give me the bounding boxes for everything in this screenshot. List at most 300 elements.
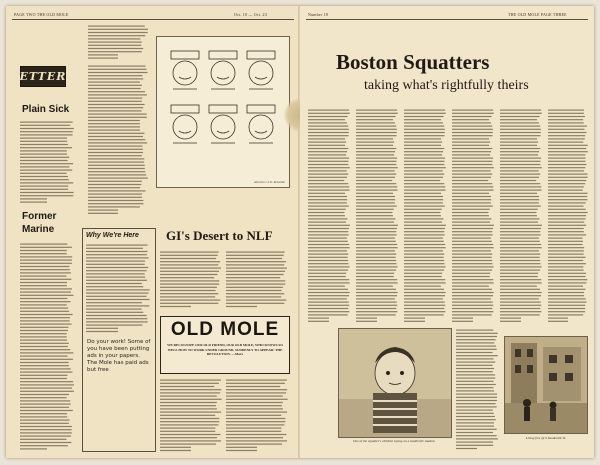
text-line xyxy=(20,314,73,315)
text-line xyxy=(20,359,73,360)
text-line xyxy=(308,302,349,303)
text-line xyxy=(452,148,492,149)
text-line xyxy=(86,251,147,252)
text-line xyxy=(160,437,217,438)
text-line xyxy=(456,419,496,420)
text-line xyxy=(500,190,541,191)
text-line xyxy=(356,164,396,165)
text-line xyxy=(548,260,583,261)
text-line xyxy=(88,29,148,30)
text-line xyxy=(308,292,350,293)
text-line xyxy=(456,406,497,407)
text-line xyxy=(356,161,396,162)
text-line xyxy=(356,250,395,251)
text-line xyxy=(160,450,191,451)
text-line xyxy=(500,257,540,258)
text-line xyxy=(404,282,446,283)
text-lines xyxy=(160,378,222,452)
text-line xyxy=(20,343,69,344)
text-line xyxy=(500,321,521,322)
text-line xyxy=(20,362,69,363)
text-line xyxy=(20,198,47,199)
text-line xyxy=(548,222,584,223)
text-line xyxy=(308,119,345,120)
text-line xyxy=(88,203,143,204)
why-were-here-box xyxy=(82,228,156,452)
text-line xyxy=(404,215,441,216)
text-line xyxy=(86,309,142,310)
text-line xyxy=(452,273,490,274)
text-line xyxy=(452,126,492,127)
text-line xyxy=(452,193,489,194)
text-line xyxy=(226,386,280,387)
text-line xyxy=(356,257,396,258)
text-line xyxy=(500,154,538,155)
text-line xyxy=(500,302,541,303)
text-line xyxy=(88,58,118,59)
text-line xyxy=(356,215,393,216)
text-line xyxy=(500,167,542,168)
text-line xyxy=(20,192,74,193)
text-line xyxy=(452,305,493,306)
text-line xyxy=(20,272,71,273)
text-line xyxy=(452,286,489,287)
text-line xyxy=(20,250,67,251)
text-line xyxy=(456,429,497,430)
text-line xyxy=(452,180,488,181)
text-line xyxy=(88,200,143,201)
text-line xyxy=(88,26,145,27)
text-line xyxy=(20,336,67,337)
letter-body-2 xyxy=(20,242,74,452)
text-line xyxy=(88,85,142,86)
text-line xyxy=(86,305,149,306)
text-line xyxy=(456,355,498,356)
text-line xyxy=(20,384,74,385)
text-line xyxy=(456,413,494,414)
handwritten-note: Do your work! Some of you have been putting ads in your papers. The Mole has paid ads but free xyxy=(87,339,151,373)
text-lines xyxy=(456,328,498,452)
gis-body-2 xyxy=(226,250,288,310)
text-line xyxy=(308,193,345,194)
text-line xyxy=(226,268,287,269)
text-line xyxy=(356,263,396,264)
text-line xyxy=(404,186,445,187)
text-line xyxy=(500,263,540,264)
ad-copy-2 xyxy=(226,378,288,452)
text-line xyxy=(500,260,540,261)
letter-heading-former-marine: Former Marine xyxy=(22,211,57,235)
text-line xyxy=(20,410,73,411)
text-line xyxy=(88,42,142,43)
text-line xyxy=(20,298,67,299)
text-line xyxy=(20,173,67,174)
text-line xyxy=(88,152,143,153)
text-line xyxy=(160,415,215,416)
text-line xyxy=(160,271,219,272)
text-line xyxy=(20,429,72,430)
text-line xyxy=(452,183,492,184)
text-line xyxy=(452,161,492,162)
text-lines xyxy=(226,378,288,452)
ad-tagline: WE RECOGNIZE OUR OLD FRIEND, OUR OLD MOLE, WHO KNOWS SO WELL HOW TO WORK UNDER GROUND, SUDDENLY TO APPEAR: THE REVOLUTION. —Marx xyxy=(167,343,283,357)
text-line xyxy=(226,252,285,253)
text-line xyxy=(548,254,584,255)
text-line xyxy=(160,440,221,441)
text-line xyxy=(456,445,493,446)
text-line xyxy=(404,151,443,152)
text-line xyxy=(160,252,219,253)
text-line xyxy=(20,141,67,142)
text-line xyxy=(456,371,493,372)
text-line xyxy=(308,177,347,178)
text-line xyxy=(452,295,493,296)
text-line xyxy=(456,416,495,417)
text-line xyxy=(404,254,444,255)
text-line xyxy=(356,132,397,133)
text-line xyxy=(20,381,73,382)
text-line xyxy=(500,270,540,271)
right-page-number: Number 18 xyxy=(308,12,328,17)
text-line xyxy=(452,321,473,322)
text-line xyxy=(86,280,147,281)
text-line xyxy=(452,257,492,258)
text-line xyxy=(88,123,140,124)
text-line xyxy=(452,282,494,283)
text-line xyxy=(456,381,494,382)
text-line xyxy=(356,311,397,312)
text-line xyxy=(88,174,146,175)
text-line xyxy=(20,122,73,123)
text-line xyxy=(88,181,142,182)
text-line xyxy=(88,78,143,79)
text-line xyxy=(548,174,587,175)
text-line xyxy=(548,151,588,152)
text-line xyxy=(160,434,220,435)
text-line xyxy=(308,218,347,219)
letter-body-continued xyxy=(88,24,148,60)
text-line xyxy=(308,161,348,162)
ad-title: OLD MOLE xyxy=(170,319,280,340)
text-line xyxy=(86,325,142,326)
text-line xyxy=(356,247,398,248)
text-line xyxy=(356,270,396,271)
text-line xyxy=(308,138,345,139)
text-line xyxy=(86,328,118,329)
text-line xyxy=(456,390,494,391)
text-line xyxy=(356,126,396,127)
text-line xyxy=(160,380,221,381)
text-line xyxy=(20,327,68,328)
text-line xyxy=(456,426,494,427)
text-line xyxy=(404,202,443,203)
text-line xyxy=(226,415,281,416)
text-line xyxy=(308,148,348,149)
text-line xyxy=(20,432,72,433)
text-line xyxy=(456,400,497,401)
text-line xyxy=(356,295,397,296)
text-line xyxy=(500,298,539,299)
header-rule xyxy=(306,19,588,20)
text-line xyxy=(308,247,350,248)
text-line xyxy=(548,321,568,322)
text-line xyxy=(86,273,145,274)
text-line xyxy=(20,404,71,405)
text-line xyxy=(500,180,536,181)
text-line xyxy=(20,330,68,331)
text-line xyxy=(86,289,150,290)
text-line xyxy=(456,438,498,439)
text-line xyxy=(500,135,541,136)
text-line xyxy=(88,38,140,39)
text-line xyxy=(452,164,492,165)
text-line xyxy=(356,286,393,287)
text-lines xyxy=(308,108,350,322)
text-line xyxy=(500,132,541,133)
text-line xyxy=(20,269,70,270)
text-line xyxy=(452,241,492,242)
text-line xyxy=(20,144,68,145)
text-line xyxy=(404,209,442,210)
text-line xyxy=(88,72,148,73)
text-line xyxy=(356,122,395,123)
text-line xyxy=(356,289,396,290)
text-line xyxy=(88,171,145,172)
text-line xyxy=(548,132,586,133)
text-line xyxy=(452,186,493,187)
text-line xyxy=(20,416,67,417)
text-line xyxy=(548,183,585,184)
text-line xyxy=(404,295,445,296)
text-line xyxy=(548,282,587,283)
text-line xyxy=(88,51,142,52)
text-line xyxy=(356,206,397,207)
text-line xyxy=(548,206,583,207)
text-line xyxy=(548,212,588,213)
text-line xyxy=(452,225,494,226)
text-line xyxy=(356,212,392,213)
text-line xyxy=(160,428,215,429)
text-line xyxy=(548,113,584,114)
text-line xyxy=(20,256,72,257)
text-line xyxy=(500,292,542,293)
text-line xyxy=(500,225,542,226)
text-line xyxy=(548,302,587,303)
text-line xyxy=(160,255,218,256)
text-line xyxy=(20,247,72,248)
text-line xyxy=(456,384,496,385)
text-line xyxy=(160,300,220,301)
text-line xyxy=(356,142,394,143)
text-line xyxy=(452,119,489,120)
text-line xyxy=(88,35,145,36)
text-line xyxy=(88,190,146,191)
photo-squatter-child xyxy=(338,328,452,438)
text-lines xyxy=(404,108,446,322)
text-line xyxy=(20,292,71,293)
text-line xyxy=(160,431,215,432)
text-line xyxy=(500,279,541,280)
text-line xyxy=(404,289,444,290)
text-line xyxy=(160,392,220,393)
text-line xyxy=(308,154,346,155)
text-line xyxy=(452,145,489,146)
text-line xyxy=(356,305,397,306)
text-line xyxy=(404,129,445,130)
text-line xyxy=(548,263,586,264)
text-line xyxy=(20,166,69,167)
text-line xyxy=(160,306,191,307)
text-line xyxy=(20,436,71,437)
text-line xyxy=(548,238,583,239)
text-line xyxy=(86,264,145,265)
text-line xyxy=(308,276,346,277)
text-line xyxy=(456,422,494,423)
text-line xyxy=(20,391,74,392)
text-line xyxy=(548,135,585,136)
right-page-header: THE OLD MOLE PAGE THREE xyxy=(508,12,567,17)
text-line xyxy=(452,158,493,159)
text-line xyxy=(88,114,147,115)
text-line xyxy=(88,82,140,83)
text-line xyxy=(500,238,539,239)
text-line xyxy=(20,176,68,177)
text-line xyxy=(20,442,71,443)
text-line xyxy=(452,122,491,123)
text-line xyxy=(404,238,443,239)
text-line xyxy=(226,280,285,281)
text-line xyxy=(404,266,446,267)
text-line xyxy=(160,444,216,445)
text-line xyxy=(20,317,70,318)
text-line xyxy=(500,241,540,242)
text-line xyxy=(500,318,521,319)
text-line xyxy=(548,142,583,143)
text-line xyxy=(404,231,444,232)
text-line xyxy=(88,32,148,33)
text-line xyxy=(452,292,494,293)
text-line xyxy=(160,303,218,304)
text-line xyxy=(500,186,541,187)
text-line xyxy=(500,273,538,274)
text-line xyxy=(356,183,396,184)
text-line xyxy=(404,218,443,219)
text-line xyxy=(308,183,348,184)
text-line xyxy=(548,241,583,242)
text-line xyxy=(548,257,586,258)
text-line xyxy=(500,193,537,194)
text-line xyxy=(452,151,491,152)
text-line xyxy=(88,110,142,111)
text-line xyxy=(88,139,145,140)
text-line xyxy=(404,263,444,264)
text-line xyxy=(500,119,537,120)
text-line xyxy=(500,244,541,245)
text-line xyxy=(452,222,490,223)
text-line xyxy=(356,202,395,203)
text-line xyxy=(452,298,491,299)
text-line xyxy=(404,135,445,136)
text-line xyxy=(500,174,540,175)
text-line xyxy=(160,383,219,384)
text-line xyxy=(86,267,148,268)
text-line xyxy=(404,154,442,155)
text-line xyxy=(500,222,538,223)
text-line xyxy=(20,372,72,373)
text-line xyxy=(308,318,329,319)
text-line xyxy=(308,241,348,242)
text-line xyxy=(456,352,493,353)
text-line xyxy=(356,186,397,187)
text-line xyxy=(452,142,490,143)
text-line xyxy=(308,260,348,261)
article-col-7 xyxy=(456,328,498,452)
text-line xyxy=(500,234,541,235)
text-line xyxy=(160,268,221,269)
text-line xyxy=(356,241,396,242)
text-line xyxy=(226,408,283,409)
text-line xyxy=(356,279,397,280)
text-line xyxy=(20,163,73,164)
text-line xyxy=(20,244,67,245)
text-line xyxy=(500,311,541,312)
text-line xyxy=(356,190,397,191)
text-line xyxy=(308,238,347,239)
text-line xyxy=(20,420,70,421)
text-line xyxy=(160,399,222,400)
text-line xyxy=(88,165,145,166)
text-line xyxy=(88,75,143,76)
text-line xyxy=(452,260,492,261)
text-line xyxy=(500,129,541,130)
text-line xyxy=(404,116,444,117)
text-line xyxy=(356,174,396,175)
text-line xyxy=(356,292,398,293)
text-line xyxy=(86,321,148,322)
text-line xyxy=(404,145,441,146)
text-line xyxy=(88,146,142,147)
text-line xyxy=(356,180,392,181)
text-line xyxy=(308,164,348,165)
text-line xyxy=(548,295,584,296)
article-col-5 xyxy=(500,108,542,322)
text-line xyxy=(404,180,440,181)
text-line xyxy=(20,147,72,148)
text-line xyxy=(452,129,493,130)
text-line xyxy=(548,250,584,251)
text-line xyxy=(308,174,348,175)
text-line xyxy=(88,101,142,102)
gis-body-1 xyxy=(160,250,222,310)
text-line xyxy=(452,190,493,191)
text-line xyxy=(356,151,395,152)
text-line xyxy=(160,402,217,403)
text-line xyxy=(20,189,68,190)
text-line xyxy=(226,306,257,307)
text-line xyxy=(404,126,444,127)
text-line xyxy=(452,247,494,248)
text-line xyxy=(456,358,493,359)
text-line xyxy=(404,206,445,207)
text-line xyxy=(308,110,349,111)
text-line xyxy=(20,423,69,424)
old-mole-ad xyxy=(160,316,290,374)
text-line xyxy=(88,149,143,150)
text-line xyxy=(226,277,280,278)
photo1-caption: One of the squatter's children laying on a landlord's shadow xyxy=(353,439,435,443)
text-line xyxy=(226,402,283,403)
text-line xyxy=(20,413,67,414)
